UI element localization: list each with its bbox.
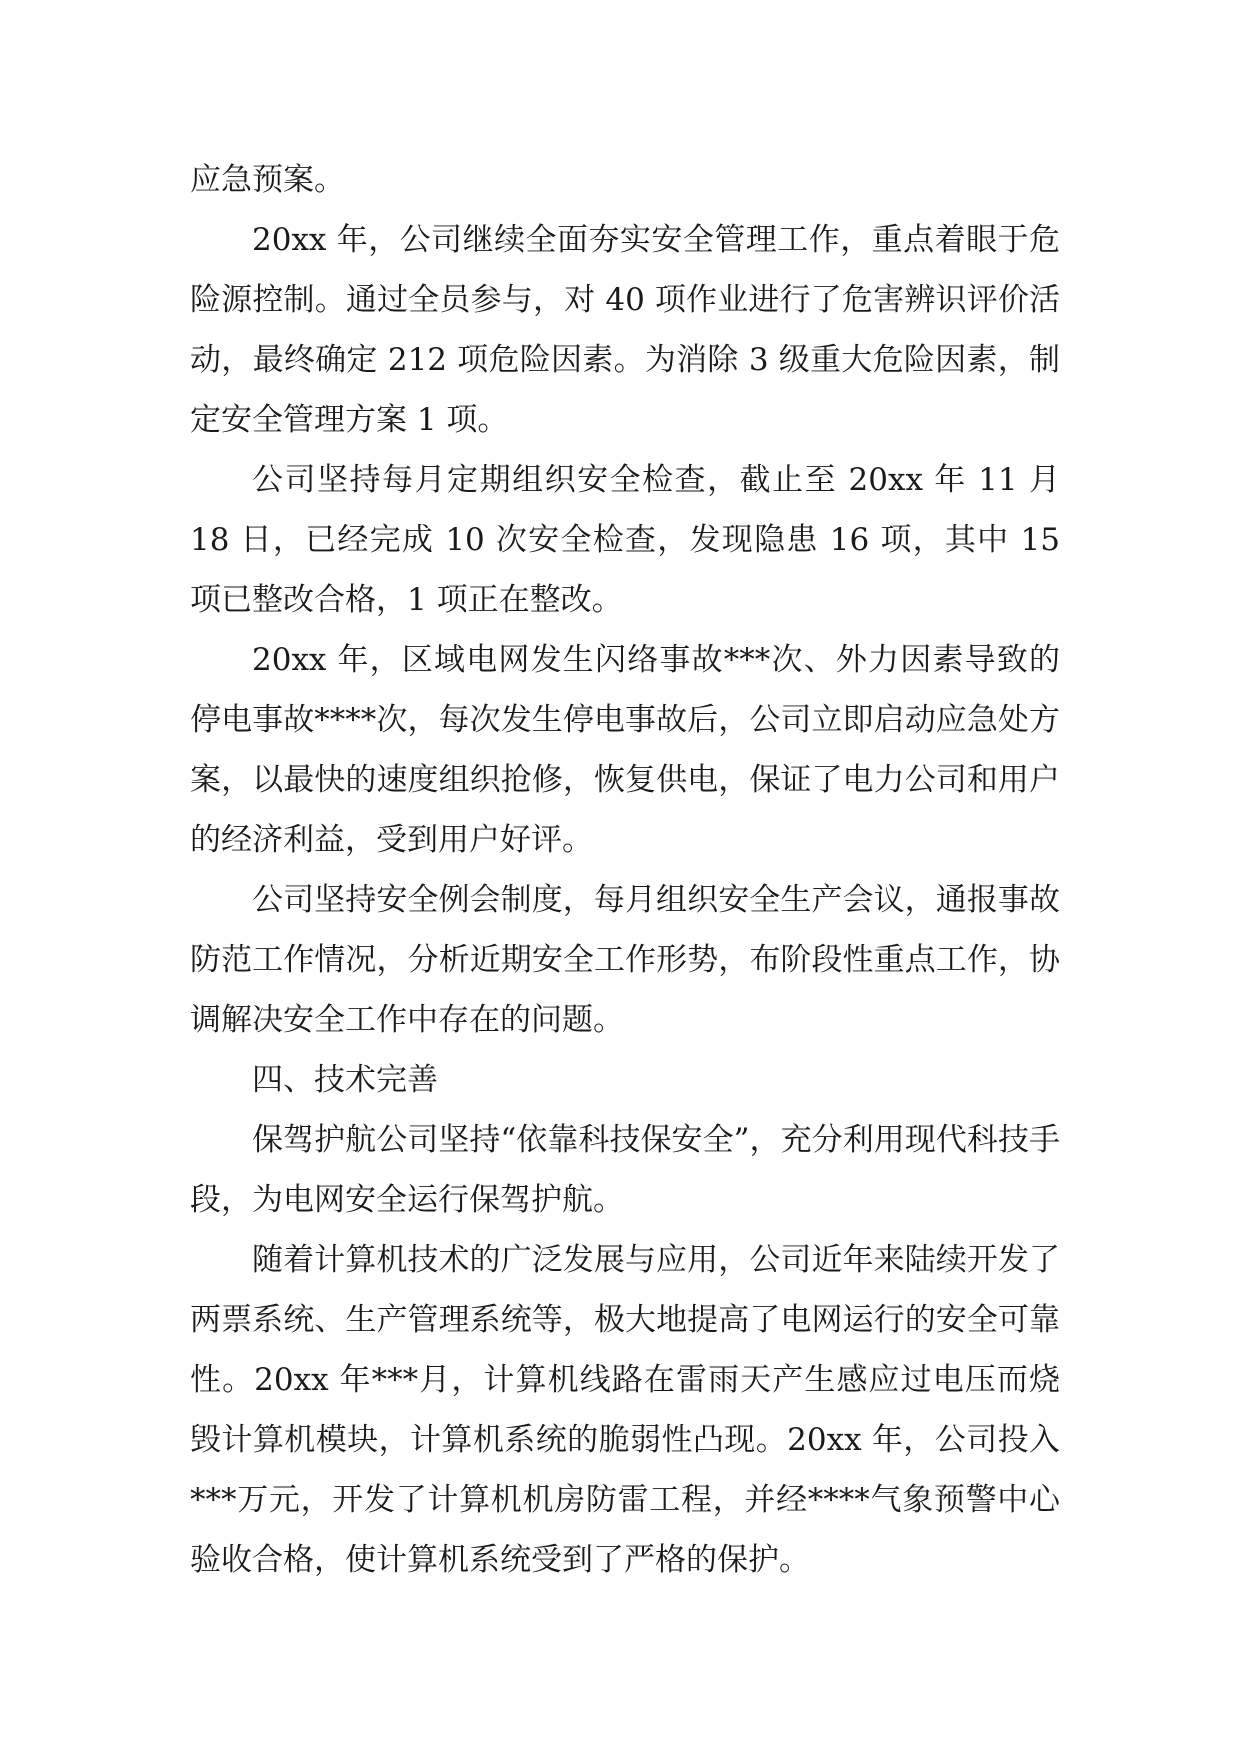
paragraph-2: 20xx 年，公司继续全面夯实安全管理工作，重点着眼于危险源控制。通过全员参与，对 40 项作业进行了危害辨识评价活动，最终确定 212 项危险因素。为消除 3 级重大危险因素，制定安全管理方案 1 项。 <box>190 222 1060 438</box>
paragraph-5: 公司坚持安全例会制度，每月组织安全生产会议，通报事故防范工作情况，分析近期安全工作形势，布阶段性重点工作，协调解决安全工作中存在的问题。 <box>190 882 1060 1038</box>
paragraph-4: 20xx 年，区域电网发生闪络事故***次、外力因素导致的停电事故****次，每次发生停电事故后，公司立即启动应急处方案，以最快的速度组织抢修，恢复供电，保证了电力公司和用户的经济利益，受到用户好评。 <box>190 642 1060 858</box>
section-heading: 四、技术完善 <box>252 1062 438 1098</box>
document-body <box>190 150 1060 1590</box>
paragraph-6: 保驾护航公司坚持“依靠科技保安全”，充分利用现代科技手段，为电网安全运行保驾护航。 <box>190 1122 1060 1218</box>
paragraph-7: 随着计算机技术的广泛发展与应用，公司近年来陆续开发了两票系统、生产管理系统等，极大地提高了电网运行的安全可靠性。20xx 年***月，计算机线路在雷雨天产生感应过电压而烧毁计算机模块，计算机系统的脆弱性凸现。20xx 年，公司投入***万元，开发了计算机机房防雷工程，并经****气象预警中心验收合格，使计算机系统受到了严格的保护。 <box>190 1242 1060 1578</box>
paragraph-1: 应急预案。 <box>190 162 345 198</box>
paragraph-3: 公司坚持每月定期组织安全检查，截止至 20xx 年 11 月18 日，已经完成 10 次安全检查，发现隐患 16 项，其中 15 项已整改合格，1 项正在整改。 <box>190 462 1060 618</box>
